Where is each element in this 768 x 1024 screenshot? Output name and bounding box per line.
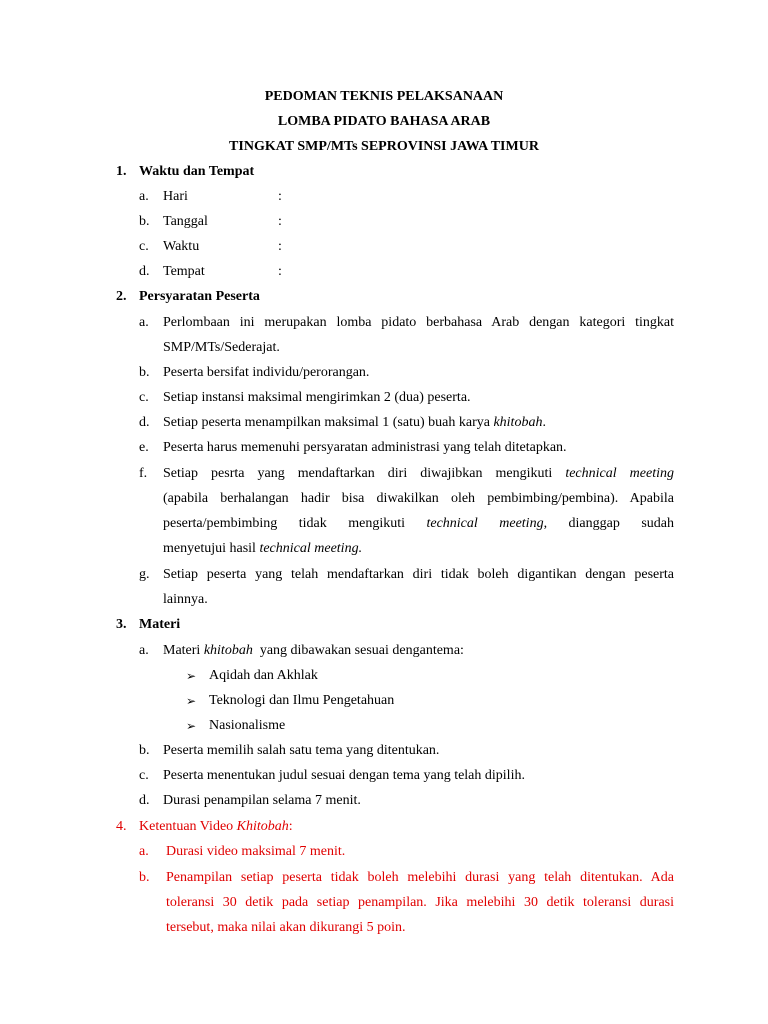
section-2-number: 2. <box>116 289 127 304</box>
bullet-arrow-icon: ➢ <box>186 719 197 733</box>
s2-item-d <box>163 414 546 432</box>
s2-f-l4-text: menyetujui hasil <box>163 541 260 556</box>
s2-marker-d: d. <box>139 415 150 430</box>
bullet-arrow-icon: ➢ <box>186 694 197 708</box>
s2-f-l3-italic: technical meeting <box>426 516 544 531</box>
s2-item-g-line-1: Setiap peserta yang telah mendaftarkan diri tidak boleh digantikan dengan peserta <box>163 567 674 582</box>
s1-marker-c: c. <box>139 239 149 254</box>
bullet-arrow-icon: ➢ <box>186 669 197 683</box>
s1-label-tempat: Tempat <box>163 264 205 279</box>
s2-item-d-text: Setiap peserta menampilkan maksimal 1 (satu) buah karya <box>163 415 494 430</box>
doc-title-line-1: PEDOMAN TEKNIS PELAKSANAAN <box>264 89 504 104</box>
s1-colon-tempat: : <box>278 264 282 279</box>
s2-item-b: Peserta bersifat individu/perorangan. <box>163 365 370 380</box>
s4-item-b-line-1: Penampilan setiap peserta tidak boleh melebihi durasi yang telah ditentukan. Ada <box>166 870 674 885</box>
section-4-heading <box>139 818 293 836</box>
s2-f-l4-italic: technical meeting. <box>259 541 363 556</box>
s1-colon-hari: : <box>278 189 282 204</box>
s2-item-a-line-1: Perlombaan ini merupakan lomba pidato berbahasa Arab dengan kategori tingkat <box>163 315 674 330</box>
s2-item-f-line-2: (apabila berhalangan hadir bisa diwakilkan oleh pembimbing/pembina). Apabila <box>163 491 674 506</box>
s4-heading-colon: : <box>288 819 293 834</box>
s2-item-g-line-2: lainnya. <box>163 592 208 607</box>
s1-marker-b: b. <box>139 214 150 229</box>
s3-item-c: Peserta menentukan judul sesuai dengan tema yang telah dipilih. <box>163 768 525 783</box>
s3-item-a <box>163 642 464 660</box>
s2-marker-e: e. <box>139 440 149 455</box>
s3-marker-a: a. <box>139 643 149 658</box>
s3-a-text: Materi <box>163 643 204 658</box>
s2-f-l3-end: , dianggap sudah <box>543 516 674 531</box>
s2-item-f-line-1 <box>163 465 674 483</box>
s3-a-end: yang dibawakan sesuai dengantema: <box>252 643 464 658</box>
s1-marker-d: d. <box>139 264 150 279</box>
s1-label-tanggal: Tanggal <box>163 214 208 229</box>
s4-item-b-line-2: toleransi 30 detik pada setiap penampilan. Jika melebihi 30 detik toleransi durasi <box>166 895 674 910</box>
theme-item-2: Teknologi dan Ilmu Pengetahuan <box>209 693 395 708</box>
doc-title-line-3: TINGKAT SMP/MTs SEPROVINSI JAWA TIMUR <box>229 139 539 154</box>
section-1-heading: Waktu dan Tempat <box>139 164 255 179</box>
s2-item-a-line-2: SMP/MTs/Sederajat. <box>163 340 280 355</box>
s2-f-l1-text: Setiap pesrta yang mendaftarkan diri diwajibkan mengikuti <box>163 466 566 481</box>
s2-item-c: Setiap instansi maksimal mengirimkan 2 (dua) peserta. <box>163 390 471 405</box>
s2-marker-c: c. <box>139 390 149 405</box>
s2-item-d-end: . <box>542 415 546 430</box>
s3-marker-c: c. <box>139 768 149 783</box>
s2-item-d-italic: khitobah <box>493 415 543 430</box>
doc-title-line-2: LOMBA PIDATO BAHASA ARAB <box>277 114 491 129</box>
s2-item-f-line-4 <box>163 540 362 558</box>
s3-item-b: Peserta memilih salah satu tema yang ditentukan. <box>163 743 440 758</box>
s2-marker-g: g. <box>139 567 150 582</box>
section-3-number: 3. <box>116 617 127 632</box>
s3-marker-b: b. <box>139 743 150 758</box>
s4-item-b-line-3: tersebut, maka nilai akan dikurangi 5 poin. <box>166 920 406 935</box>
s1-label-hari: Hari <box>163 189 188 204</box>
s3-item-d: Durasi penampilan selama 7 menit. <box>163 793 361 808</box>
s2-marker-f: f. <box>139 466 148 481</box>
theme-item-3: Nasionalisme <box>209 718 286 733</box>
s2-item-f-line-3 <box>163 515 674 533</box>
s1-colon-tanggal: : <box>278 214 282 229</box>
s3-a-italic: khitobah <box>203 643 253 658</box>
s4-marker-a: a. <box>139 844 149 859</box>
s1-marker-a: a. <box>139 189 149 204</box>
s4-marker-b: b. <box>139 870 150 885</box>
s3-marker-d: d. <box>139 793 150 808</box>
s1-colon-waktu: : <box>278 239 282 254</box>
s2-f-l1-italic: technical meeting <box>565 466 674 481</box>
s2-item-e: Peserta harus memenuhi persyaratan administrasi yang telah ditetapkan. <box>163 440 567 455</box>
theme-item-1: Aqidah dan Akhlak <box>209 668 318 683</box>
s2-marker-b: b. <box>139 365 150 380</box>
s4-item-a: Durasi video maksimal 7 menit. <box>166 844 346 859</box>
s2-marker-a: a. <box>139 315 149 330</box>
section-3-heading: Materi <box>139 617 181 632</box>
s4-heading-text: Ketentuan Video <box>139 819 237 834</box>
s4-heading-italic: Khitobah <box>236 819 289 834</box>
section-2-heading: Persyaratan Peserta <box>139 289 260 304</box>
section-1-number: 1. <box>116 164 127 179</box>
s1-label-waktu: Waktu <box>163 239 200 254</box>
s2-f-l3-text: peserta/pembimbing tidak mengikuti <box>163 516 427 531</box>
section-4-number: 4. <box>116 819 127 834</box>
